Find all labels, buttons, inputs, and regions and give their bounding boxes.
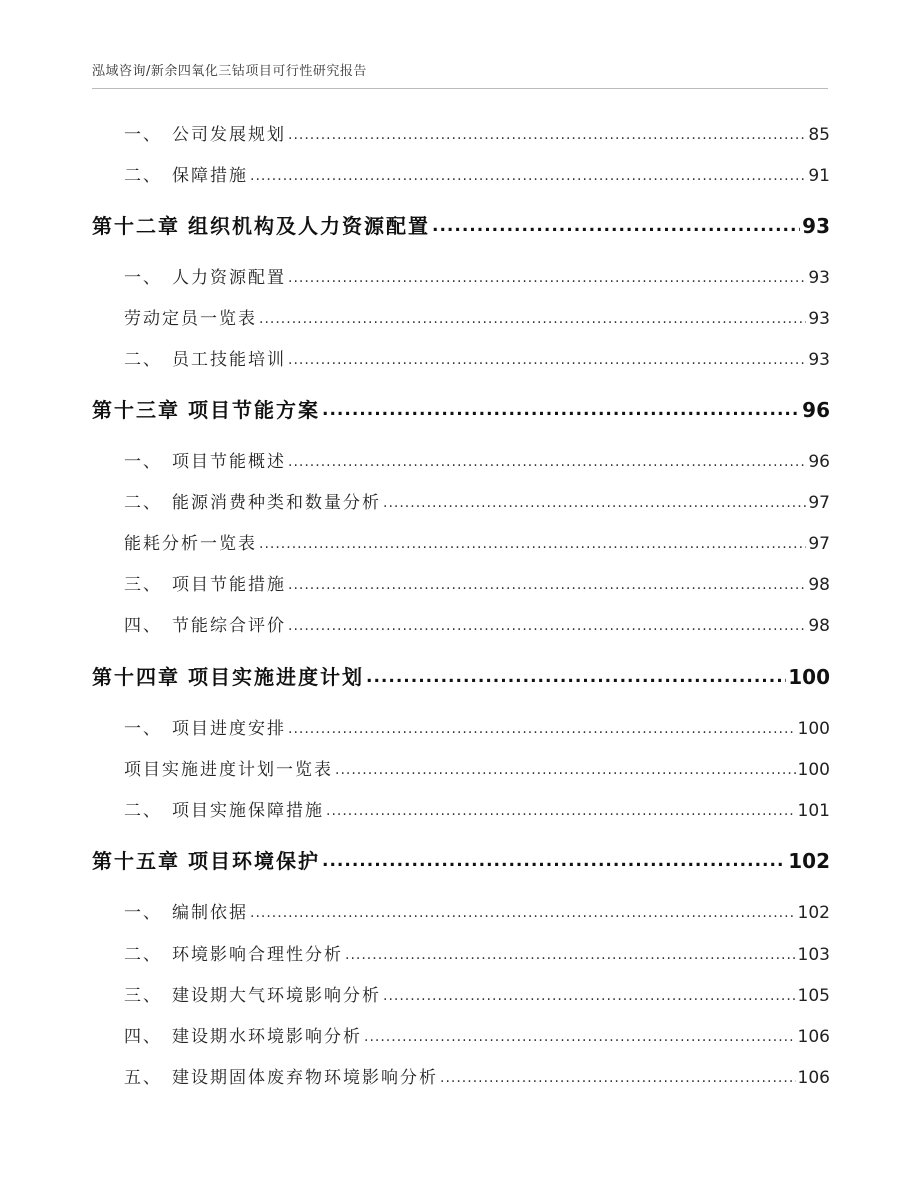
- toc-entry-page: 100: [797, 760, 830, 780]
- toc-entry-title: 能耗分析一览表: [124, 534, 257, 554]
- toc-entry-page: 97: [808, 493, 830, 513]
- toc-entry-number: 三、: [124, 575, 162, 595]
- toc-entry-title: 环境影响合理性分析: [172, 945, 343, 965]
- toc-chapter-page: 102: [788, 849, 830, 873]
- toc-entry-number: 一、: [124, 452, 162, 472]
- toc-entry-page: 98: [808, 616, 830, 636]
- toc-entry[interactable]: [92, 572, 830, 598]
- toc-entry-title: 节能综合评价: [172, 616, 286, 636]
- toc-entry-number: 二、: [124, 166, 162, 186]
- dot-leader: [335, 757, 796, 783]
- toc-entry[interactable]: [92, 757, 830, 783]
- toc-entry[interactable]: [92, 613, 830, 639]
- toc-chapter-page: 93: [802, 214, 830, 238]
- toc-entry-label: [92, 983, 381, 1009]
- dot-leader: [364, 1024, 796, 1050]
- toc-entry[interactable]: [92, 531, 830, 557]
- toc-entry-label: [92, 716, 286, 742]
- toc-chapter-number: 第十五章: [92, 849, 180, 873]
- toc-entry[interactable]: [92, 716, 830, 742]
- toc-entry[interactable]: [92, 490, 830, 516]
- toc-chapter-title: 项目环境保护: [188, 849, 320, 873]
- toc-entry-page: 106: [797, 1068, 830, 1088]
- toc-entry-label: [92, 449, 286, 475]
- toc-entry-title: 公司发展规划: [172, 125, 286, 145]
- toc-chapter-page: 100: [788, 665, 830, 689]
- toc-chapter-title: 组织机构及人力资源配置: [188, 214, 430, 238]
- header-divider: [92, 88, 828, 89]
- toc-entry-page: 97: [808, 534, 830, 554]
- toc-entry-page: 102: [797, 903, 830, 923]
- dot-leader: [440, 1065, 796, 1091]
- toc-chapter-number: 第十二章: [92, 214, 180, 238]
- toc-entry-number: 四、: [124, 616, 162, 636]
- toc-entry-number: 二、: [124, 945, 162, 965]
- toc-entry-page: 103: [797, 945, 830, 965]
- toc-entry[interactable]: [92, 347, 830, 373]
- toc-entry[interactable]: [92, 900, 830, 926]
- toc-entry-label: [92, 306, 257, 332]
- dot-leader: [288, 122, 806, 148]
- toc-entry-label: [92, 613, 286, 639]
- toc-entry-page: 93: [808, 350, 830, 370]
- toc-entry-label: [92, 265, 286, 291]
- toc-entry-page: 98: [808, 575, 830, 595]
- toc-entry[interactable]: [92, 1065, 830, 1091]
- dot-leader: [366, 662, 786, 692]
- toc-entry-title: 编制依据: [172, 903, 248, 923]
- toc-entry-label: [92, 942, 343, 968]
- dot-leader: [259, 531, 806, 557]
- dot-leader: [250, 163, 806, 189]
- dot-leader: [432, 211, 800, 241]
- toc-entry[interactable]: [92, 163, 830, 189]
- toc-entry-label: [92, 757, 333, 783]
- dot-leader: [326, 798, 796, 824]
- toc-entry[interactable]: [92, 798, 830, 824]
- dot-leader: [345, 942, 796, 968]
- toc-chapter[interactable]: [92, 846, 830, 876]
- toc-entry[interactable]: [92, 942, 830, 968]
- toc-entry-title: 员工技能培训: [172, 350, 286, 370]
- toc-entry-label: [92, 900, 248, 926]
- toc-entry-label: [92, 347, 286, 373]
- toc-entry-title: 建设期水环境影响分析: [172, 1027, 362, 1047]
- toc-entry[interactable]: [92, 449, 830, 475]
- toc-entry-page: 100: [797, 719, 830, 739]
- toc-entry-label: [92, 572, 286, 598]
- toc-chapter-label: [92, 662, 364, 692]
- toc-entry-label: [92, 122, 286, 148]
- toc-chapter-label: [92, 395, 320, 425]
- toc-entry-number: 三、: [124, 986, 162, 1006]
- toc-entry-page: 91: [808, 166, 830, 186]
- dot-leader: [288, 716, 796, 742]
- toc-entry-label: [92, 798, 324, 824]
- toc-chapter[interactable]: [92, 662, 830, 692]
- dot-leader: [288, 572, 806, 598]
- toc-entry[interactable]: [92, 122, 830, 148]
- toc-entry-number: 五、: [124, 1068, 162, 1088]
- dot-leader: [322, 846, 786, 876]
- toc-entry-page: 105: [797, 986, 830, 1006]
- running-header: 泓域咨询/新余四氧化三钴项目可行性研究报告: [92, 64, 367, 79]
- dot-leader: [288, 449, 806, 475]
- toc-entry-label: [92, 163, 248, 189]
- toc-chapter[interactable]: [92, 395, 830, 425]
- toc-entry-number: 一、: [124, 719, 162, 739]
- toc-entry[interactable]: [92, 265, 830, 291]
- toc-entry-title: 能源消费种类和数量分析: [172, 493, 381, 513]
- dot-leader: [383, 490, 806, 516]
- dot-leader: [383, 983, 796, 1009]
- toc-entry-title: 项目进度安排: [172, 719, 286, 739]
- dot-leader: [322, 395, 800, 425]
- dot-leader: [259, 306, 806, 332]
- toc-entry-page: 101: [797, 801, 830, 821]
- toc-entry-page: 93: [808, 309, 830, 329]
- toc-entry-title: 项目节能概述: [172, 452, 286, 472]
- toc-entry-title: 保障措施: [172, 166, 248, 186]
- toc-entry-number: 二、: [124, 350, 162, 370]
- toc-chapter[interactable]: [92, 211, 830, 241]
- toc-entry-number: 一、: [124, 125, 162, 145]
- toc-entry-title: 建设期固体废弃物环境影响分析: [172, 1068, 438, 1088]
- toc-entry-page: 93: [808, 268, 830, 288]
- toc-entry-title: 建设期大气环境影响分析: [172, 986, 381, 1006]
- toc-entry-title: 人力资源配置: [172, 268, 286, 288]
- toc-entry-label: [92, 1065, 438, 1091]
- toc-chapter-label: [92, 846, 320, 876]
- toc-entry-number: 二、: [124, 493, 162, 513]
- toc-chapter-title: 项目实施进度计划: [188, 665, 364, 689]
- toc-entry-title: 项目实施进度计划一览表: [124, 760, 333, 780]
- toc-entry-page: 85: [808, 125, 830, 145]
- toc-chapter-number: 第十三章: [92, 398, 180, 422]
- toc-entry-page: 96: [808, 452, 830, 472]
- toc-entry-number: 一、: [124, 903, 162, 923]
- toc-entry-label: [92, 1024, 362, 1050]
- toc-entry[interactable]: [92, 983, 830, 1009]
- toc-entry-page: 106: [797, 1027, 830, 1047]
- toc-entry-label: [92, 531, 257, 557]
- toc-entry-label: [92, 490, 381, 516]
- toc-chapter-label: [92, 211, 430, 241]
- toc-entry-number: 二、: [124, 801, 162, 821]
- toc-entry[interactable]: [92, 306, 830, 332]
- toc-entry[interactable]: [92, 1024, 830, 1050]
- toc-entry-title: 项目节能措施: [172, 575, 286, 595]
- dot-leader: [250, 900, 796, 926]
- toc-entry-title: 项目实施保障措施: [172, 801, 324, 821]
- toc-entry-number: 一、: [124, 268, 162, 288]
- dot-leader: [288, 347, 806, 373]
- toc-chapter-number: 第十四章: [92, 665, 180, 689]
- dot-leader: [288, 265, 806, 291]
- toc-entry-title: 劳动定员一览表: [124, 309, 257, 329]
- dot-leader: [288, 613, 806, 639]
- toc-chapter-page: 96: [802, 398, 830, 422]
- toc-entry-number: 四、: [124, 1027, 162, 1047]
- toc-chapter-title: 项目节能方案: [188, 398, 320, 422]
